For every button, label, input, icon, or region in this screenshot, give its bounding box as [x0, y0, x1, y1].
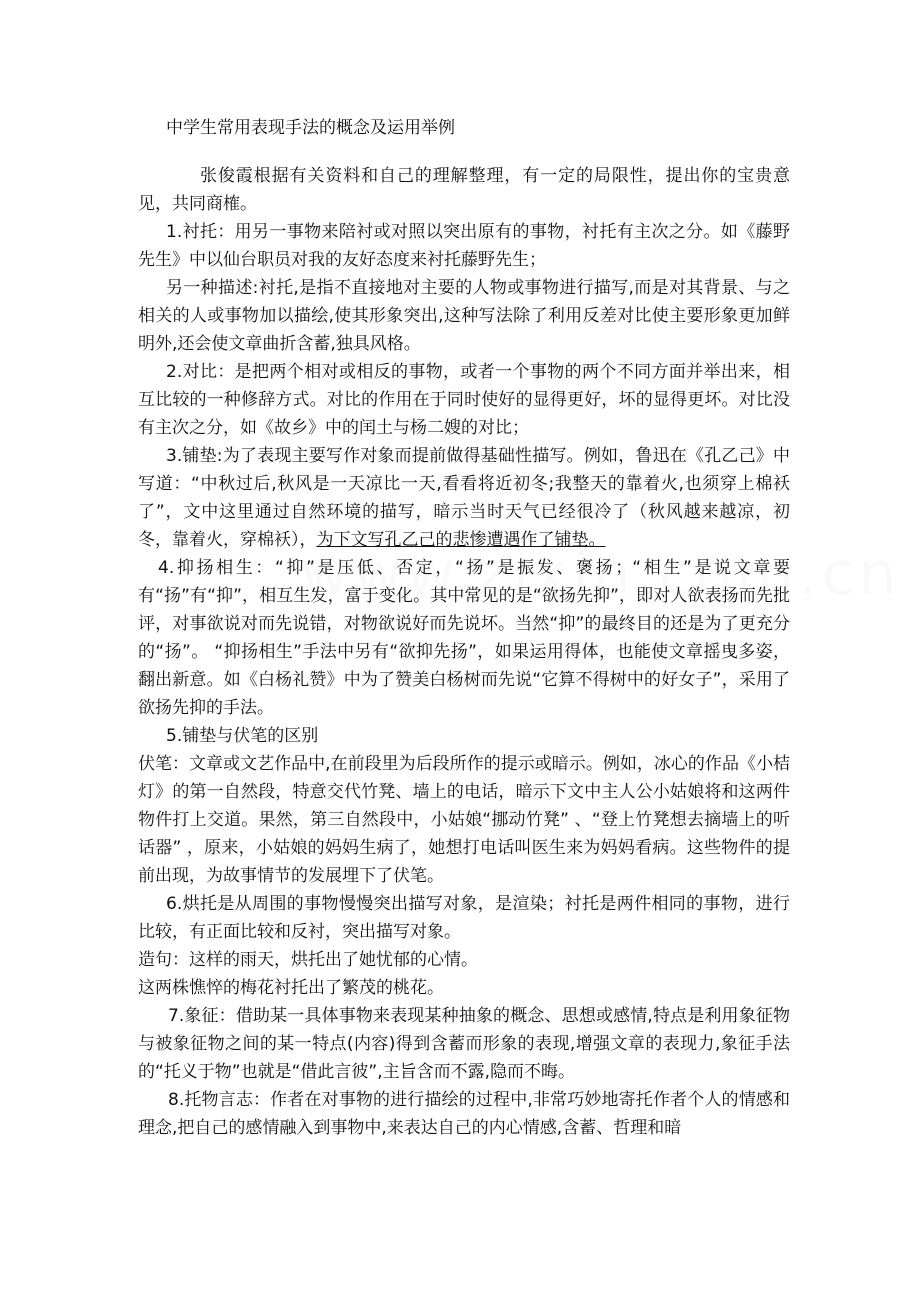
paragraph-1: 1.衬托：用另一事物来陪衬或对照以突出原有的事物，衬托有主次之分。如《藤野先生》中以仙台职员对我的友好态度来衬托藤野先生； [138, 222, 790, 270]
spacer [138, 142, 790, 162]
paragraph-6c: 这两株憔悴的梅花衬托出了繁茂的桃花。 [138, 978, 444, 998]
doc-title: 中学生常用表现手法的概念及运用举例 [166, 118, 455, 138]
paragraph-7: 7.象征：借助某一具体事物来表现某种抽象的概念、思想或感情,特点是利用象征物与被象征物之间的某一特点(内容)得到含蓄而形象的表现,增强文章的表现力,象征手法的“托义于物”也就是“借此言彼”,主旨含而不露,隐而不晦。 [138, 1006, 790, 1082]
paragraph-6: 6.烘托是从周围的事物慢慢突出描写对象，是渲染；衬托是两件相同的事物，进行比较，有正面比较和反衬，突出描写对象。 [138, 894, 790, 942]
paragraph-8: 8.托物言志：作者在对事物的进行描绘的过程中,非常巧妙地寄托作者个人的情感和理念,把自己的感情融入到事物中,来表达自己的内心情感,含蓄、哲理和暗 [138, 1090, 790, 1138]
paragraph-6b: 造句：这样的雨天，烘托出了她忧郁的心情。 [138, 950, 478, 970]
paragraph-3-underlined: 为下文写孔乙己的悲惨遭遇作了铺垫。 [316, 530, 606, 550]
paragraph-3 [138, 442, 790, 554]
paragraph-5: 5.铺垫与伏笔的区别 [166, 726, 319, 746]
paragraph-2: 2.对比：是把两个相对或相反的事物，或者一个事物的两个不同方面并举出来，相互比较的一种修辞方式。对比的作用在于同时使好的显得更好，坏的显得更坏。对比没有主次之分，如《故乡》中的闰土与杨二嫂的对比； [138, 362, 790, 438]
paragraph-3-text: 3.铺垫:为了表现主要写作对象而提前做得基础性描写。例如，鲁迅在《孔乙己》中写道：“中秋过后,秋风是一天凉比一天,看看将近初冬;我整天的靠着火,也须穿上棉袄了”，文中这里通过自然环境的描写，暗示当时天气已经很冷了（秋风越来越凉，初冬，靠着火，穿棉袄）， [138, 446, 790, 550]
paragraph-5b: 伏笔：文章或文艺作品中,在前段里为后段所作的提示或暗示。例如，冰心的作品《小桔灯》的第一自然段，特意交代竹凳、墙上的电话，暗示下文中主人公小姑娘将和这两件物件打上交道。果然，第三自然段中，小姑娘“挪动竹凳” 、“登上竹凳想去摘墙上的听话器” ，原来，小姑娘的妈妈生病了，她想打电话叫医生来为妈妈看病。这些物件的提前出现，为故事情节的发展埋下了伏笔。 [138, 754, 790, 886]
paragraph-4: 4.抑扬相生：“抑”是压低、否定，“扬”是振发、褒扬；“相生”是说文章要有“扬”有“抑”，相互生发，富于变化。其中常见的是“欲扬先抑”，即对人欲表扬而先批评，对事欲说对而先说错，对物欲说好而先说坏。当然“抑”的最终目的还是为了更充分的“扬”。 “抑扬相生”手法中另有“欲抑先扬”，如果运用得体，也能使文章摇曳多姿，翻出新意。如《白杨礼赞》中为了赞美白杨树而先说“它算不得树中的好女子”，采用了欲扬先抑的手法。 [138, 558, 790, 718]
intro-paragraph: 张俊霞根据有关资料和自己的理解整理，有一定的局限性，提出你的宝贵意见，共同商榷。 [138, 166, 790, 214]
paragraph-1b: 另一种描述:衬托,是指不直接地对主要的人物或事物进行描写,而是对其背景、与之相关的人或事物加以描绘,使其形象突出,这种写法除了利用反差对比使主要形象更加鲜明外,还会使文章曲折含蓄,独具风格。 [138, 278, 790, 354]
